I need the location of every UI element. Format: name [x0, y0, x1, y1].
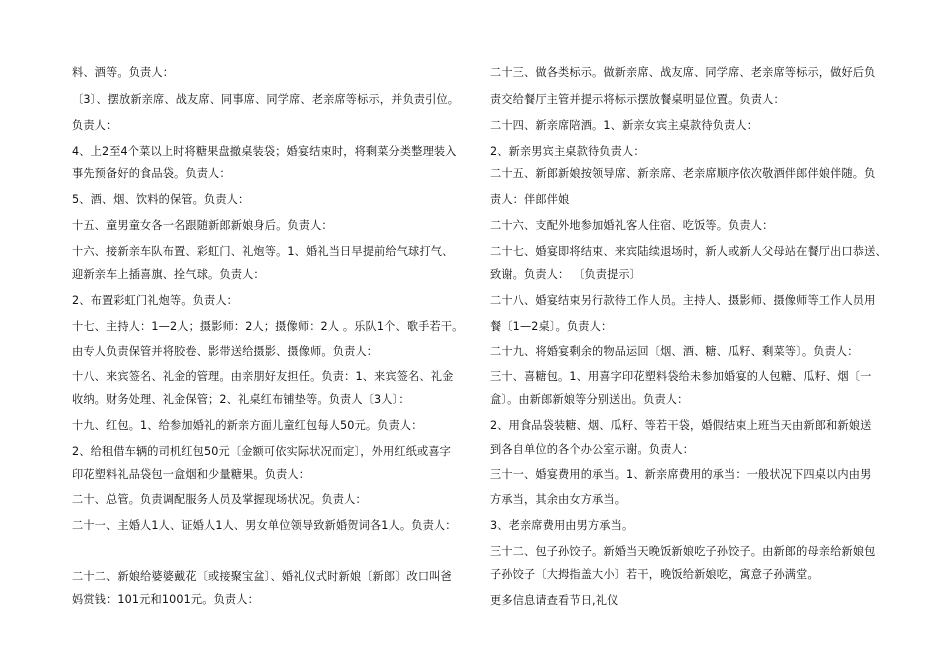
right-line: 致谢。负责人： 〔负责提示〕 — [490, 268, 642, 281]
left-line: 料、酒等。负责人： — [72, 66, 175, 79]
right-line: 方承当，其余由女方承当。 — [490, 493, 627, 506]
right-line: 三十、喜糖包。1、用喜字印花塑料袋给未参加婚宴的人包糖、瓜籽、烟〔一 — [490, 370, 872, 383]
left-line: 2、给租借车辆的司机红包50元〔金额可依实际状况而定〕，外用红纸或喜字 — [72, 445, 452, 458]
left-line: 事先预备好的食品袋。负责人： — [72, 167, 231, 180]
right-line: 二十九、将婚宴剩余的物品运回〔烟、酒、糖、瓜籽、剩菜等〕。负责人： — [490, 345, 859, 358]
left-line: 负责人： — [72, 119, 118, 132]
left-line: 二十一、主婚人1人、证婚人1人、男女单位领导致新婚贺词各1人。负责人： — [72, 519, 457, 532]
left-line: 十九、红包。1、给参加婚礼的新亲方面儿童红包每人50元。负责人： — [72, 419, 423, 432]
left-line: 迎新亲车上插喜旗、拴气球。负责人： — [72, 268, 265, 281]
right-line: 二十五、新郎新娘按领导席、新亲席、老亲席顺序依次敬酒伴郎伴娘伴随。负 — [490, 167, 876, 180]
left-line: 妈赏钱：101元和1001元。负责人： — [72, 593, 259, 606]
right-line: 到各自单位的各个办公室示谢。负责人： — [490, 443, 695, 456]
right-line: 三十二、包子孙饺子。新婚当天晚饭新娘吃子孙饺子。由新郎的母亲给新娘包 — [490, 545, 876, 558]
left-line: 由专人负责保管并将胶卷、影带送给摄影、摄像师。负责人： — [72, 345, 379, 358]
left-line: 2、布置彩虹门礼炮等。负责人： — [72, 294, 238, 307]
left-line: 十七、主持人：1—2人；摄影师：2人；摄像师：2人 。乐队1个、歌手若干。 — [72, 320, 464, 333]
right-line: 二十四、新亲席陪酒。1、新亲女宾主桌款待负责人： — [490, 119, 759, 132]
right-line: 责交给餐厅主管并提示将标示摆放餐桌明显位置。负责人： — [490, 93, 785, 106]
right-line: 更多信息请查看节日,礼仪 — [490, 594, 619, 607]
right-line: 三十一、婚宴费用的承当。1、新亲席费用的承当：一般状况下四桌以内由男 — [490, 468, 872, 481]
left-line: 印花塑料礼品袋包一盒烟和少量糖果。负责人： — [72, 468, 311, 481]
right-line: 二十三、做各类标示。做新亲席、战友席、同学席、老亲席等标示，做好后负 — [490, 66, 876, 79]
left-line: 4、上2至4个菜以上时将糖果盘撤桌装袋；婚宴结束时，将剩菜分类整理装入 — [72, 145, 457, 158]
left-line: 收纳。财务处理、礼金保管；2、礼桌红布铺垫等。负责人〔3人〕： — [72, 393, 410, 406]
right-line: 3、老亲席费用由男方承当。 — [490, 519, 634, 532]
right-line: 2、用食品袋装糖、烟、瓜籽、等若干袋，婚假结束上班当天由新郎和新娘送 — [490, 419, 872, 432]
left-line: 5、酒、烟、饮料的保管。负责人： — [72, 193, 250, 206]
right-line: 盒〕。由新郎新娘等分别送出。负责人： — [490, 393, 689, 406]
left-line: 十八、来宾签名、礼金的管理。由亲朋好友担任。负责：1、来宾签名、礼金 — [72, 370, 454, 383]
right-line: 2、新亲男宾主桌款待负责人： — [490, 145, 645, 158]
left-line: 二十二、新娘给婆婆戴花〔或接聚宝盆〕、婚礼仪式时新娘〔新郎〕改口叫爸 — [72, 570, 452, 583]
left-line: 十五、童男童女各一名跟随新郎新娘身后。负责人： — [72, 219, 333, 232]
right-line: 子孙饺子〔大拇指盖大小〕若干，晚饭给新娘吃，寓意子孙满堂。 — [490, 568, 819, 581]
left-line: 二十、总管。负责调配服务人员及掌握现场状况。负责人： — [72, 493, 367, 506]
right-line: 二十七、婚宴即将结束、来宾陆续退场时，新人或新人父母站在餐厅出口恭送、 — [490, 245, 887, 258]
right-line: 二十六、支配外地参加婚礼客人住宿、吃饭等。负责人： — [490, 219, 774, 232]
right-line: 责人：伴郎伴娘 — [490, 193, 570, 206]
right-line: 餐〔1—2桌〕。负责人： — [490, 320, 613, 333]
left-line: 十六、接新亲车队布置、彩虹门、礼炮等。1、婚礼当日早提前给气球打气、 — [72, 245, 454, 258]
right-line: 二十八、婚宴结束另行款待工作人员。主持人、摄影师、摄像师等工作人员用 — [490, 294, 876, 307]
left-line: 〔3〕、摆放新亲席、战友席、同事席、同学席、老亲席等标示，并负责引位。 — [72, 93, 460, 106]
